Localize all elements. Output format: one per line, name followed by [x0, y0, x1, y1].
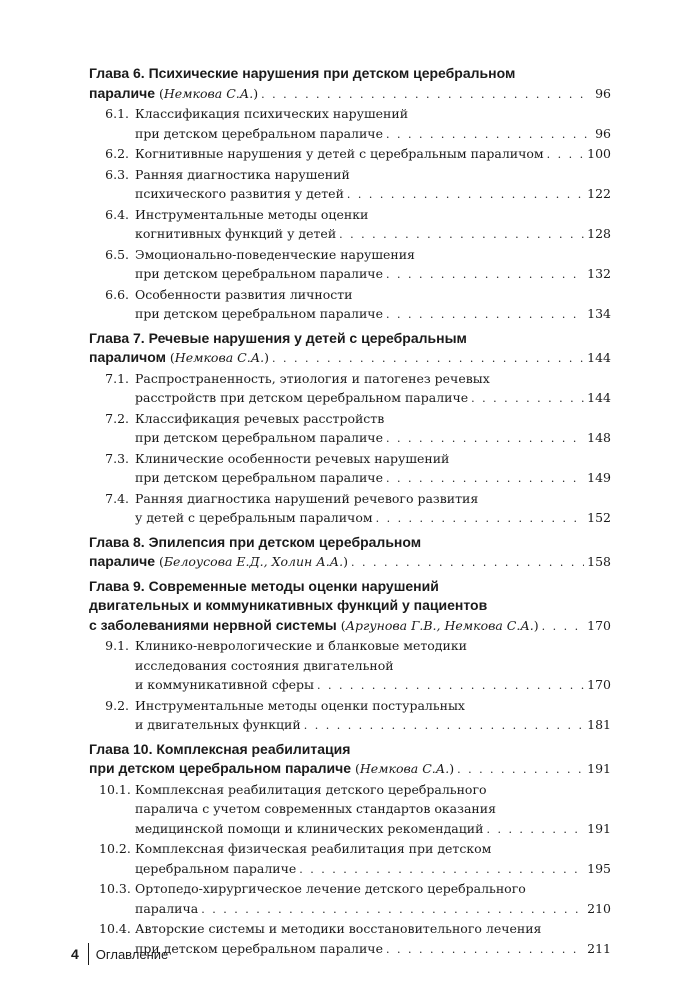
- toc-section: [89, 144, 611, 165]
- dot-leader: [386, 305, 584, 325]
- dot-leader: [386, 429, 584, 449]
- paren: (: [336, 617, 346, 633]
- chapter: [89, 740, 611, 960]
- dot-leader: [272, 349, 584, 369]
- section-page-number: 134: [587, 306, 611, 321]
- paren: (: [165, 350, 175, 365]
- chapter-title-line: [89, 759, 611, 780]
- toc-section: [89, 449, 611, 489]
- section-number: 10.3.: [99, 881, 131, 896]
- paren: ): [343, 554, 348, 569]
- section-title-line: [135, 165, 611, 185]
- dot-leader: [304, 716, 584, 736]
- section-number: 6.2.: [105, 146, 129, 161]
- section-title-line: [135, 184, 611, 205]
- section-number: 10.1.: [99, 781, 131, 797]
- section-title-text: при детском церебральном параличе: [135, 266, 383, 281]
- section-title-line: [135, 304, 611, 325]
- chapter-title-line: [89, 577, 611, 597]
- section-title-line: [135, 715, 611, 736]
- section-title-line: [135, 285, 611, 305]
- page-footer: [71, 943, 168, 965]
- chapter-title-line: [89, 596, 611, 616]
- footer-divider: [88, 943, 89, 965]
- section-title-line: [135, 919, 611, 939]
- dot-leader: [347, 185, 584, 205]
- section-title-line: [135, 656, 611, 676]
- page-number: 4: [71, 946, 79, 962]
- section-number: 7.3.: [105, 450, 129, 466]
- toc-section: [89, 839, 611, 879]
- dot-leader: [317, 676, 584, 696]
- toc-section: [89, 409, 611, 449]
- chapter-heading: [89, 740, 611, 780]
- section-title-text: при детском церебральном параличе: [135, 470, 383, 485]
- chapter-authors: Немкова С.А.: [174, 350, 265, 365]
- toc-section: [89, 369, 611, 409]
- chapter-title-text: параличе: [89, 84, 155, 101]
- chapter-heading: [89, 64, 611, 104]
- section-title: [135, 165, 611, 205]
- section-title-text: медицинской помощи и клинических рекомендаций: [135, 820, 484, 836]
- section-title-text: паралича: [135, 900, 199, 916]
- dot-leader: [542, 617, 584, 637]
- section-title-text: Когнитивные нарушения у детей с церебральным параличом: [135, 146, 544, 161]
- section-title: [135, 879, 611, 919]
- section-title-text: Классификация речевых расстройств: [135, 410, 385, 426]
- section-title-text: церебральном параличе: [135, 860, 297, 876]
- paren: ): [533, 617, 539, 633]
- section-title-line: [135, 205, 611, 225]
- toc-section: [89, 104, 611, 144]
- section-title-line: [135, 675, 611, 696]
- chapter-heading: [89, 577, 611, 637]
- section-number: 6.3.: [105, 166, 129, 182]
- section-title-line: [135, 144, 611, 165]
- section-title: [135, 449, 611, 489]
- toc-section: [89, 205, 611, 245]
- paren: (: [155, 85, 164, 101]
- section-page-number: 100: [587, 146, 611, 161]
- dot-leader: [547, 145, 585, 165]
- chapter: [89, 577, 611, 736]
- section-title-line: [135, 780, 611, 800]
- section-title-text: Ранняя диагностика нарушений: [135, 166, 350, 182]
- section-title-line: [135, 124, 611, 145]
- chapter-title-line: [89, 64, 611, 84]
- toc-section: [89, 780, 611, 840]
- section-page-number: 152: [587, 510, 611, 525]
- section-title-text: Комплексная физическая реабилитация при детском: [135, 841, 492, 856]
- section-number: 7.4.: [105, 490, 129, 506]
- section-title: [135, 369, 611, 409]
- dot-leader: [201, 900, 584, 920]
- section-title: [135, 780, 611, 840]
- section-title-text: Ранняя диагностика нарушений речевого развития: [135, 490, 479, 506]
- section-page-number: 181: [587, 717, 611, 732]
- chapter-page-number: 158: [587, 554, 611, 569]
- section-title: [135, 409, 611, 449]
- chapter-heading: [89, 533, 611, 573]
- chapter-title-line: [89, 84, 611, 105]
- section-number: 6.5.: [105, 246, 129, 262]
- dot-leader: [376, 509, 585, 529]
- dot-leader: [299, 860, 584, 880]
- section-title-line: [135, 264, 611, 285]
- section-number: 7.1.: [105, 370, 129, 386]
- section-title-line: [135, 104, 611, 124]
- section-page-number: 191: [587, 820, 611, 836]
- section-title-line: [135, 508, 611, 529]
- chapter-title-line: [89, 616, 611, 637]
- dot-leader: [471, 389, 584, 409]
- section-page-number: 132: [587, 266, 611, 281]
- toc-section: [89, 165, 611, 205]
- section-title: [135, 205, 611, 245]
- section-title-line: [135, 939, 611, 960]
- paren: ): [264, 350, 270, 365]
- section-number: 10.4.: [99, 921, 131, 936]
- chapter-title-line: [89, 552, 611, 573]
- section-page-number: 96: [595, 125, 611, 141]
- section-title-text: Комплексная реабилитация детского церебрального: [135, 781, 487, 797]
- section-title: [135, 245, 611, 285]
- chapter-title-text: двигательных и коммуникативных функций у пациентов: [89, 597, 488, 613]
- toc-section: [89, 489, 611, 529]
- section-title-line: [135, 369, 611, 389]
- chapter-authors: Немкова С.А.: [359, 761, 450, 776]
- section-page-number: 170: [587, 677, 611, 692]
- chapter-title-text: параличом: [89, 349, 166, 365]
- section-title: [135, 919, 611, 959]
- section-title-line: [135, 468, 611, 489]
- section-title: [135, 489, 611, 529]
- section-number: 9.1.: [105, 638, 129, 653]
- chapter-title-line: [89, 329, 611, 349]
- section-title-line: [135, 879, 611, 899]
- chapter-title-text: при детском церебральном параличе: [89, 760, 351, 776]
- section-title-text: исследования состояния двигательной: [135, 657, 394, 673]
- chapter-authors: Белоусова Е.Д., Холин А.А.: [163, 554, 344, 569]
- dot-leader: [261, 85, 592, 105]
- chapter-page-number: 144: [587, 350, 611, 365]
- section-number: 6.4.: [105, 206, 129, 222]
- section-title-text: Инструментальные методы оценки постуральных: [135, 697, 465, 713]
- table-of-contents: [89, 64, 611, 959]
- section-title: [135, 285, 611, 325]
- chapter-page-number: 170: [587, 617, 611, 633]
- chapter-page-number: 191: [587, 761, 611, 776]
- section-number: 7.2.: [105, 410, 129, 426]
- section-title-text: Авторские системы и методики восстановительного лечения: [135, 921, 542, 936]
- section-page-number: 149: [587, 470, 611, 485]
- section-title-line: [135, 489, 611, 509]
- chapter-title-text: параличе: [89, 553, 155, 569]
- chapter-title-text: Глава 7. Речевые нарушения у детей с церебральным: [89, 329, 467, 346]
- toc-section: [89, 636, 611, 696]
- section-title-line: [135, 636, 611, 656]
- section-page-number: 128: [587, 226, 611, 241]
- dot-leader: [486, 820, 584, 840]
- paren: ): [449, 761, 455, 776]
- section-title-text: при детском церебральном параличе: [135, 430, 383, 445]
- section-title-text: Классификация психических нарушений: [135, 106, 409, 121]
- section-title-text: при детском церебральном параличе: [135, 306, 383, 321]
- section-title-line: [135, 899, 611, 920]
- toc-section: [89, 245, 611, 285]
- section-title: [135, 104, 611, 144]
- toc-section: [89, 879, 611, 919]
- section-title: [135, 636, 611, 696]
- section-title-text: у детей с церебральным параличом: [135, 510, 373, 525]
- section-number: 9.2.: [105, 697, 129, 713]
- dot-leader: [386, 469, 584, 489]
- chapter-title-text: с заболеваниями нервной системы: [89, 616, 337, 633]
- section-title-line: [135, 799, 611, 819]
- section-number: 6.1.: [105, 106, 129, 121]
- section-title-line: [135, 859, 611, 880]
- section-title-text: психического развития у детей: [135, 186, 344, 201]
- section-page-number: 210: [587, 900, 611, 916]
- dot-leader: [386, 265, 584, 285]
- toc-section: [89, 696, 611, 736]
- paren: (: [155, 554, 164, 569]
- section-title-line: [135, 224, 611, 245]
- section-title-text: расстройств при детском церебральном параличе: [135, 390, 469, 405]
- section-page-number: 211: [587, 940, 611, 956]
- section-title-line: [135, 388, 611, 409]
- section-title-line: [135, 428, 611, 449]
- chapter: [89, 329, 611, 529]
- section-title-line: [135, 409, 611, 429]
- chapter-title-text: Глава 8. Эпилепсия при детском церебральном: [89, 533, 422, 550]
- section-title-text: и двигательных функций: [135, 717, 301, 732]
- section-title-text: паралича с учетом современных стандартов оказания: [135, 801, 496, 816]
- section-title-text: Эмоционально-поведенческие нарушения: [135, 246, 415, 262]
- section-title-line: [135, 696, 611, 716]
- section-title-text: Распространенность, этиология и патогенез речевых: [135, 370, 490, 386]
- section-page-number: 144: [587, 390, 611, 405]
- section-title-line: [135, 245, 611, 265]
- section-title-text: и коммуникативной сферы: [135, 677, 314, 692]
- section-title: [135, 696, 611, 736]
- chapter-authors: Аргунова Г.В., Немкова С.А.: [345, 617, 534, 633]
- dot-leader: [351, 553, 584, 573]
- dot-leader: [339, 225, 584, 245]
- chapter-title-text: Глава 9. Современные методы оценки нарушений: [89, 577, 439, 594]
- section-title-text: Ортопедо-хирургическое лечение детского церебрального: [135, 881, 526, 896]
- dot-leader: [457, 760, 584, 780]
- section-page-number: 148: [587, 430, 611, 445]
- section-title-text: когнитивных функций у детей: [135, 226, 337, 241]
- section-title-text: Клинические особенности речевых нарушений: [135, 450, 450, 466]
- chapter-authors: Немкова С.А.: [163, 85, 254, 101]
- chapter-title-line: [89, 348, 611, 369]
- chapter-title-text: Глава 6. Психические нарушения при детском церебральном: [89, 65, 516, 81]
- section-number: 10.2.: [99, 841, 131, 856]
- paren: (: [350, 761, 360, 776]
- section-page-number: 122: [587, 186, 611, 201]
- dot-leader: [386, 125, 592, 145]
- section-title-line: [135, 819, 611, 840]
- section-page-number: 195: [587, 860, 611, 876]
- chapter: [89, 64, 611, 325]
- section-number: 6.6.: [105, 286, 129, 302]
- section-title-text: Клинико-неврологические и бланковые методики: [135, 638, 467, 653]
- chapter-page-number: 96: [595, 85, 611, 101]
- section-title-text: Инструментальные методы оценки: [135, 206, 369, 222]
- chapter-title-line: [89, 740, 611, 760]
- section-title: [135, 144, 611, 165]
- chapter: [89, 533, 611, 573]
- dot-leader: [386, 940, 584, 960]
- toc-section: [89, 285, 611, 325]
- chapter-heading: [89, 329, 611, 369]
- section-title-text: при детском церебральном параличе: [135, 940, 383, 956]
- section-title-line: [135, 449, 611, 469]
- chapter-title-text: Глава 10. Комплексная реабилитация: [89, 740, 351, 757]
- section-title-line: [135, 839, 611, 859]
- section-title: [135, 839, 611, 879]
- section-title-text: Особенности развития личности: [135, 286, 353, 302]
- paren: ): [253, 85, 259, 101]
- chapter-title-line: [89, 533, 611, 553]
- section-title-text: при детском церебральном параличе: [135, 125, 383, 141]
- running-title: Оглавление: [95, 946, 169, 962]
